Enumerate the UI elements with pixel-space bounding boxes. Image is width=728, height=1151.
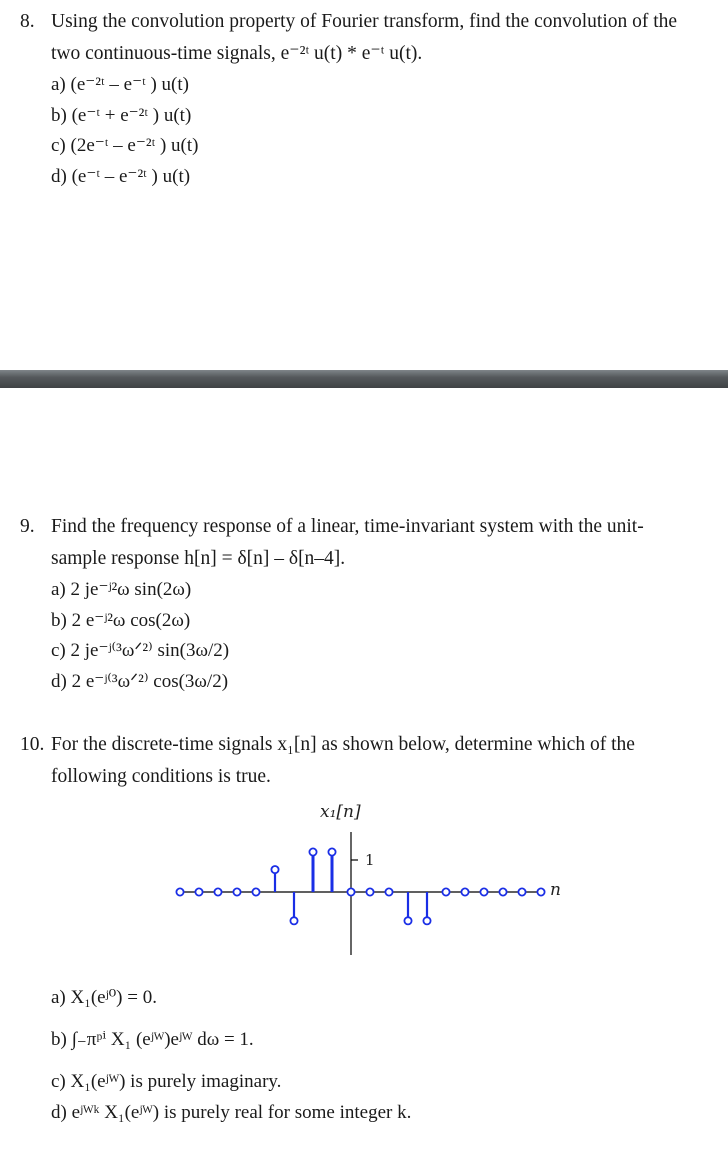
question-text-line-2: two continuous-time signals, e⁻²ᵗ u(t) * e⁻ᵗ u(t). xyxy=(51,43,423,64)
stem-marker xyxy=(518,888,525,895)
stem-marker xyxy=(347,888,354,895)
option-a: a) (e⁻²ᵗ – e⁻ᵗ ) u(t) xyxy=(51,74,189,95)
question-text-line-1: For the discrete-time signals x₁[n] as shown below, determine which of the xyxy=(51,734,635,755)
stem-marker xyxy=(195,888,202,895)
option-c: c) X₁(eʲᵂ) is purely imaginary. xyxy=(51,1071,282,1092)
stem-marker xyxy=(271,866,278,873)
plot-title: x₁[n] xyxy=(320,802,361,822)
question-text-line-1: Find the frequency response of a linear, time-invariant system with the unit- xyxy=(51,516,644,537)
option-b: b) ∫₋πᵖⁱ X₁ (eʲᵂ)eʲᵂ dω = 1. xyxy=(51,1029,254,1050)
option-c: c) 2 je⁻ʲ⁽³ωᐟ²⁾ sin(3ω/2) xyxy=(51,640,230,661)
stem-marker xyxy=(214,888,221,895)
question-number: 9. xyxy=(20,516,35,537)
option-d: d) 2 e⁻ʲ⁽³ωᐟ²⁾ cos(3ω/2) xyxy=(51,670,229,692)
option-d: d) (e⁻ᵗ – e⁻²ᵗ ) u(t) xyxy=(51,165,191,187)
stem-plot xyxy=(170,800,560,965)
stem-marker xyxy=(385,888,392,895)
stem-marker xyxy=(537,888,544,895)
stem-marker xyxy=(290,917,297,924)
option-d: d) eʲᵂᵏ X₁(eʲᵂ) is purely real for some integer k. xyxy=(51,1102,412,1123)
stem-marker xyxy=(233,888,240,895)
question-text-line-1: Using the convolution property of Fourier transform, find the convolution of the xyxy=(51,11,678,32)
stem-marker xyxy=(480,888,487,895)
question-8 xyxy=(20,6,720,192)
stem-marker xyxy=(404,917,411,924)
stems-group xyxy=(176,848,544,924)
stem-marker xyxy=(423,917,430,924)
stem-marker xyxy=(366,888,373,895)
question-10 xyxy=(20,729,720,793)
question-10-options xyxy=(51,978,711,1128)
stem-marker xyxy=(461,888,468,895)
stem-marker xyxy=(442,888,449,895)
option-c: c) (2e⁻ᵗ – e⁻²ᵗ ) u(t) xyxy=(51,135,199,156)
page-divider xyxy=(0,370,728,388)
question-number: 8. xyxy=(20,11,35,32)
question-text-line-2: sample response h[n] = δ[n] – δ[n–4]. xyxy=(51,548,346,569)
stem-marker xyxy=(176,888,183,895)
question-9 xyxy=(20,511,720,697)
stem-marker xyxy=(499,888,506,895)
tick-label: 1 xyxy=(365,851,375,869)
axis-n-label: n xyxy=(550,880,561,900)
question-number: 10. xyxy=(20,734,45,755)
option-a: a) X₁(eʲ⁰) = 0. xyxy=(51,987,157,1008)
question-text-line-2: following conditions is true. xyxy=(51,766,271,787)
stem-plot-svg xyxy=(170,800,560,965)
option-a: a) 2 je⁻ʲ²ω sin(2ω) xyxy=(51,579,192,600)
stem-marker xyxy=(309,848,316,855)
option-b: b) 2 e⁻ʲ²ω cos(2ω) xyxy=(51,609,191,631)
option-b: b) (e⁻ᵗ + e⁻²ᵗ ) u(t) xyxy=(51,104,192,126)
stem-marker xyxy=(328,848,335,855)
stem-marker xyxy=(252,888,259,895)
